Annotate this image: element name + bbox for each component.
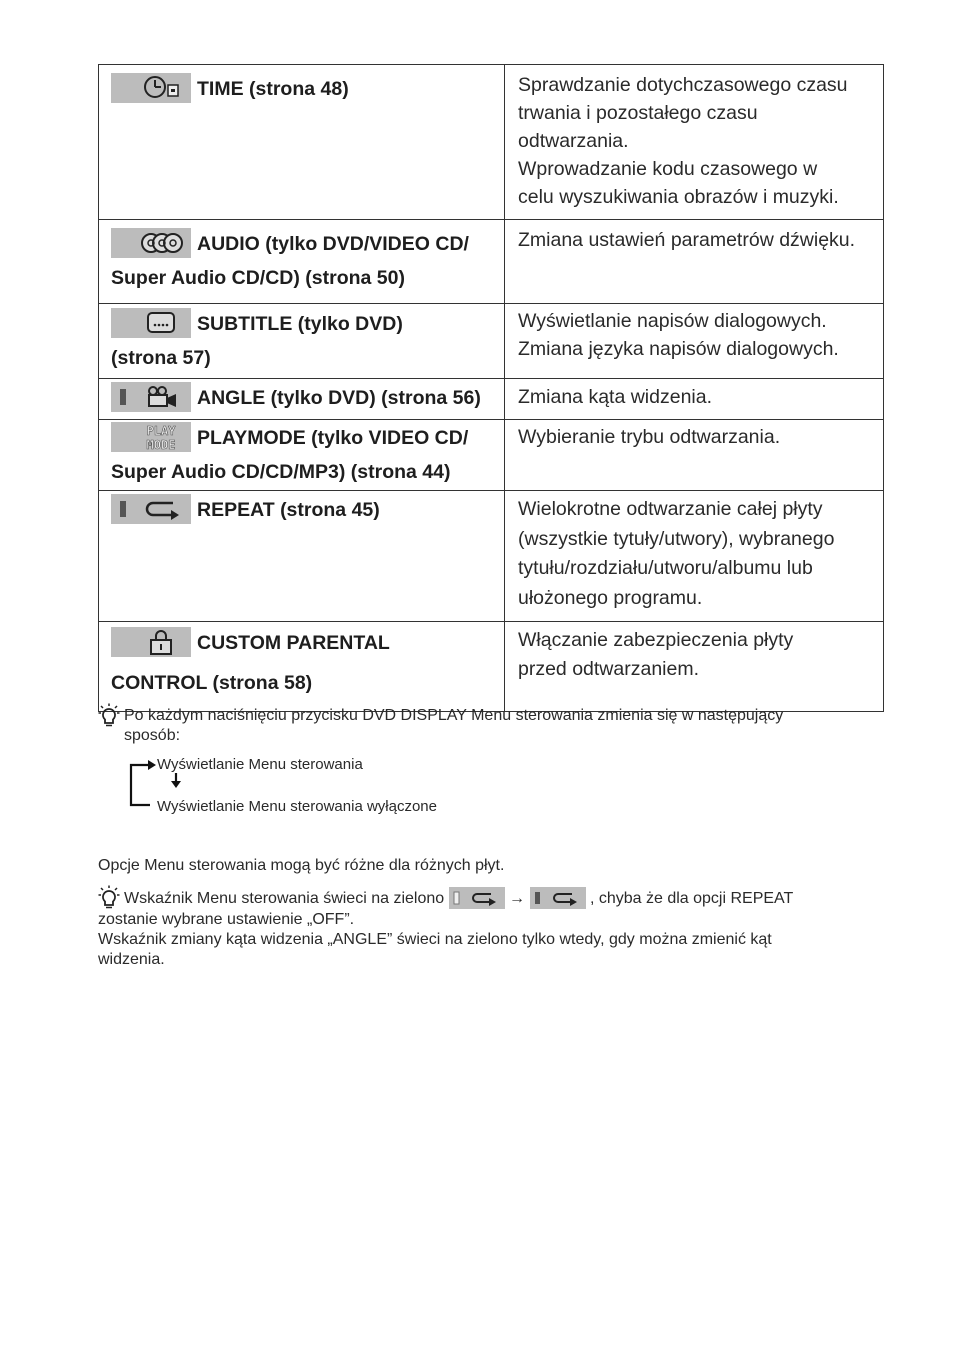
options-note: Opcje Menu sterowania mogą być różne dla różnych płyt. <box>98 857 505 874</box>
clock-icon <box>111 73 191 103</box>
table-row-custom-parental <box>99 622 884 712</box>
menu-item-name: ANGLE (tylko DVD) (strona 56) <box>99 379 504 417</box>
menu-item-description: Włączanie zabezpieczenia płyty <box>518 629 794 651</box>
menu-item-description: tytułu/rozdziału/utworu/albumu lub <box>518 557 813 579</box>
menu-item-description: Zmiana kąta widzenia. <box>518 386 713 408</box>
tip-text-line: sposób: <box>124 727 181 744</box>
menu-item-name: REPEAT (strona 45) <box>99 491 504 535</box>
tip-text-line: Po każdym naciśnięciu przycisku DVD DISPLAY Menu sterowania zmienia się w następujący <box>124 707 784 724</box>
table-row-time <box>99 65 884 220</box>
repeat-icon <box>111 494 191 524</box>
playmode-icon-text-top: PLAY <box>146 423 176 438</box>
audio-discs-icon <box>111 228 191 258</box>
hint-lightbulb-icon <box>98 885 120 909</box>
menu-item-description: Zmiana języka napisów dialogowych. <box>518 338 839 360</box>
table-row-audio <box>99 220 884 304</box>
playmode-icon-text-bottom: MODE <box>146 437 176 452</box>
table-row-repeat <box>99 491 884 622</box>
playmode-icon <box>111 422 191 452</box>
cycle-state-off: Wyświetlanie Menu sterowania wyłączone <box>157 798 437 815</box>
angle-camera-icon <box>111 382 191 412</box>
tip-text: Wskaźnik Menu sterowania świeci na zielono <box>124 890 445 908</box>
menu-item-description: celu wyszukiwania obrazów i muzyki. <box>518 186 839 208</box>
padlock-icon <box>111 627 191 657</box>
menu-item-name: AUDIO (tylko DVD/VIDEO CD/ Super Audio CD/CD) (strona 50) <box>99 220 504 303</box>
hint-lightbulb-icon <box>98 703 120 727</box>
menu-item-description: Wielokrotne odtwarzanie całej płyty <box>518 498 823 520</box>
subtitle-icon <box>111 308 191 338</box>
menu-item-description: odtwarzania. <box>518 130 629 152</box>
menu-item-description: ułożonego programu. <box>518 586 703 609</box>
tip-text-line: zostanie wybrane ustawienie „OFF”. <box>98 911 355 928</box>
tip-text-line: Wskaźnik zmiany kąta widzenia „ANGLE” świeci na zielono tylko wtedy, gdy można zmienić kąt <box>98 931 772 948</box>
menu-item-description: (wszystkie tytuły/utwory), wybranego <box>518 527 835 550</box>
menu-item-description: Wyświetlanie napisów dialogowych. <box>518 310 827 332</box>
table-row-angle <box>99 379 884 420</box>
table-row-playmode <box>99 420 884 491</box>
transition-arrow: → <box>509 890 526 908</box>
menu-item-name: TIME (strona 48) <box>99 65 504 114</box>
menu-item-description: Sprawdzanie dotychczasowego czasu <box>518 74 848 96</box>
table-row-subtitle <box>99 304 884 379</box>
tip-text-line: widzenia. <box>98 951 165 968</box>
repeat-indicator-on-icon <box>530 887 586 909</box>
menu-item-description: trwania i pozostałego czasu <box>518 102 758 124</box>
menu-item-name: CUSTOM PARENTAL CONTROL (strona 58) <box>99 622 504 711</box>
menu-item-description: przed odtwarzaniem. <box>518 658 700 680</box>
tips-section <box>98 706 878 970</box>
menu-item-name: PLAY MODE PLAYMODE (tylko VIDEO CD/ Super Audio CD/CD/MP3) (strona 44) <box>111 423 469 483</box>
tip-text: , chyba że dla opcji REPEAT <box>589 890 794 908</box>
display-cycle-diagram <box>128 755 878 825</box>
menu-item-description: Zmiana ustawień parametrów dźwięku. <box>518 229 856 251</box>
tip-indicator-color <box>98 888 878 970</box>
cycle-state-on: Wyświetlanie Menu sterowania <box>157 756 363 773</box>
menu-item-description: Wprowadzanie kodu czasowego w <box>518 158 818 180</box>
repeat-indicator-off-icon <box>449 887 505 909</box>
control-menu-table <box>98 64 884 712</box>
menu-item-description: Wybieranie trybu odtwarzania. <box>518 426 781 448</box>
menu-item-name: SUBTITLE (tylko DVD) (strona 57) <box>99 304 504 378</box>
tip-display-cycle <box>98 706 878 746</box>
